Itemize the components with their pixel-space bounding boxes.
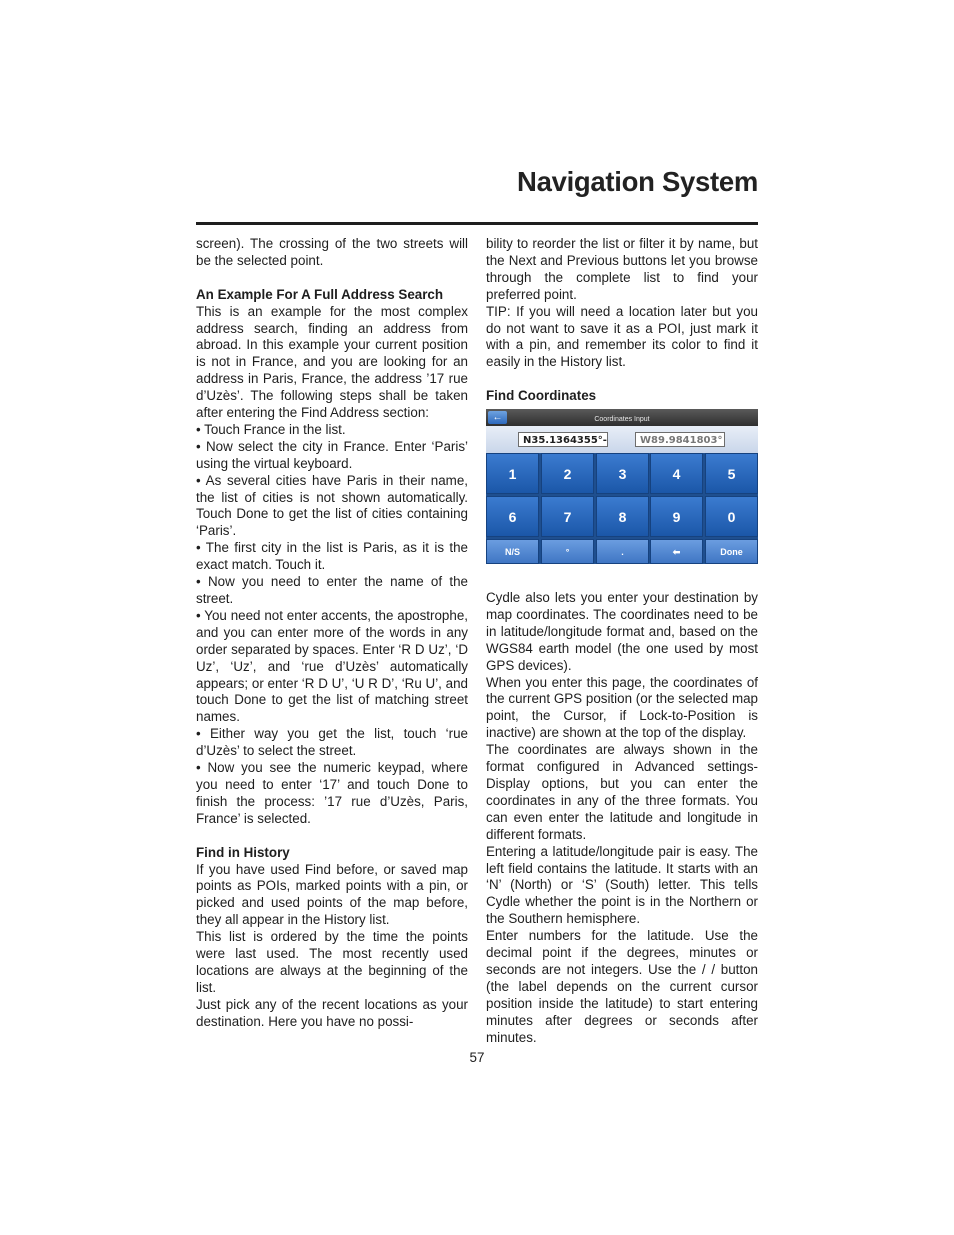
example-step: • Now select the city in France. Enter ‘Paris’ using the virtual keyboard. — [196, 438, 468, 471]
example-step: • You need not enter accents, the apostrophe, and you can enter more of the words in any order separated by spaces. Enter ‘R D Uz’, ‘D Uz’, ‘Uz’, and ‘rue d’Uzès’ automatically appears; or enter ‘R D U’, ‘U R D’, ‘Ru U’, and touch Done to get the list of matching street names. — [196, 607, 468, 725]
example-paragraph: This is an example for the most complex address search, finding an address from abroad. In this example your current position is not in France, and you are looking for an address in Paris, France, the address ’17 rue d’Uzès’. The following steps shall be taken after entering the Find Address section: — [196, 303, 468, 421]
screen-title: Coordinates Input — [594, 416, 650, 424]
example-step: • As several cities have Paris in their name, the list of cities is not shown automatically. Touch Done to get the list of cities containing ‘Paris’. — [196, 472, 468, 539]
screen-header — [486, 409, 758, 426]
coords-paragraph: When you enter this page, the coordinates of the current GPS position (or the selected map point, the Cursor, if Lock-to-Position is inactive) are shown at the top of the display. — [486, 674, 758, 741]
key-2[interactable]: 2 — [541, 453, 594, 494]
key-9[interactable]: 9 — [650, 496, 703, 537]
history-heading: Find in History — [196, 844, 290, 860]
longitude-field[interactable]: W89.9841803° — [635, 432, 725, 447]
example-step: • The first city in the list is Paris, as it is the exact match. Touch it. — [196, 540, 468, 573]
example-heading: An Example For A Full Address Search — [196, 286, 444, 302]
history-continued: bility to reorder the list or filter it by name, but the Next and Previous buttons let you browse through the complete list to find your preferred point. — [486, 236, 758, 302]
history-paragraph: Just pick any of the recent locations as your destination. Here you have no possi- — [196, 996, 468, 1029]
history-paragraph: This list is ordered by the time the points were last used. The most recently used locations are always at the beginning of the list. — [196, 929, 468, 995]
coordinates-input-screenshot — [486, 409, 758, 564]
latitude-field[interactable]: N35.1364355°- — [518, 432, 608, 447]
key-1[interactable]: 1 — [486, 453, 539, 494]
key-0[interactable]: 0 — [705, 496, 758, 537]
coords-paragraph: Cydle also lets you enter your destination by map coordinates. The coordinates need to be in latitude/longitude format and, based on the WGS84 earth model (the one used by most GPS devices). — [486, 590, 758, 673]
coords-paragraph: The coordinates are always shown in the format configured in Advanced settings-Display options, but you can enter the coordinates in any of the three formats. You can even enter the latitude and longitude in different formats. — [486, 742, 758, 842]
coords-paragraph: Enter numbers for the latitude. Use the decimal point if the degrees, minutes or seconds are not integers. Use the / / button (the label depends on the current cursor position inside the latitude) to start entering minutes after degrees or seconds after minutes. — [486, 928, 758, 1045]
title-rule — [196, 222, 758, 225]
right-column — [486, 236, 758, 1047]
tip-paragraph: TIP: If you will need a location later but you do not want to save it as a POI, just mark it with a pin, and remember its color to find it easily in the History list. — [486, 303, 758, 370]
ns-toggle-button[interactable]: N/S — [486, 539, 539, 564]
example-step: • Now you see the numeric keypad, where you need to enter ‘17’ and touch Done to finish the process: ’17 rue d’Uzès, Paris, France’ is selected. — [196, 760, 468, 826]
coords-heading: Find Coordinates — [486, 388, 597, 404]
example-step: • Now you need to enter the name of the street. — [196, 574, 468, 607]
key-4[interactable]: 4 — [650, 453, 703, 494]
done-button[interactable]: Done — [705, 539, 758, 564]
page-title: Navigation System — [517, 166, 758, 197]
example-step: • Either way you get the list, touch ‘rue d’Uzès’ to select the street. — [196, 726, 468, 759]
decimal-point-button[interactable]: . — [596, 539, 649, 564]
numeric-keypad — [486, 453, 758, 564]
coords-paragraph: Entering a latitude/longitude pair is easy. The left field contains the latitude. It starts with an ‘N’ (North) or ‘S’ (South) letter. This tells Cydle whether the point is in the Northern or the Southern hemisphere. — [486, 843, 758, 927]
backspace-button[interactable]: ⬅ — [650, 539, 703, 564]
key-3[interactable]: 3 — [596, 453, 649, 494]
coordinate-fields — [486, 426, 758, 453]
arrow-left-icon[interactable]: ← — [488, 411, 507, 424]
left-column — [196, 236, 468, 1031]
intro-paragraph: screen). The crossing of the two streets will be the selected point. — [196, 236, 468, 268]
page-number: 57 — [469, 1050, 485, 1065]
key-8[interactable]: 8 — [596, 496, 649, 537]
key-5[interactable]: 5 — [705, 453, 758, 494]
degree-button[interactable]: ° — [541, 539, 594, 564]
key-6[interactable]: 6 — [486, 496, 539, 537]
example-step: • Touch France in the list. — [196, 421, 346, 437]
history-paragraph: If you have used Find before, or saved map points as POIs, marked points with a pin, or picked and used points of the map before, they all appear in the History list. — [196, 861, 468, 928]
key-7[interactable]: 7 — [541, 496, 594, 537]
